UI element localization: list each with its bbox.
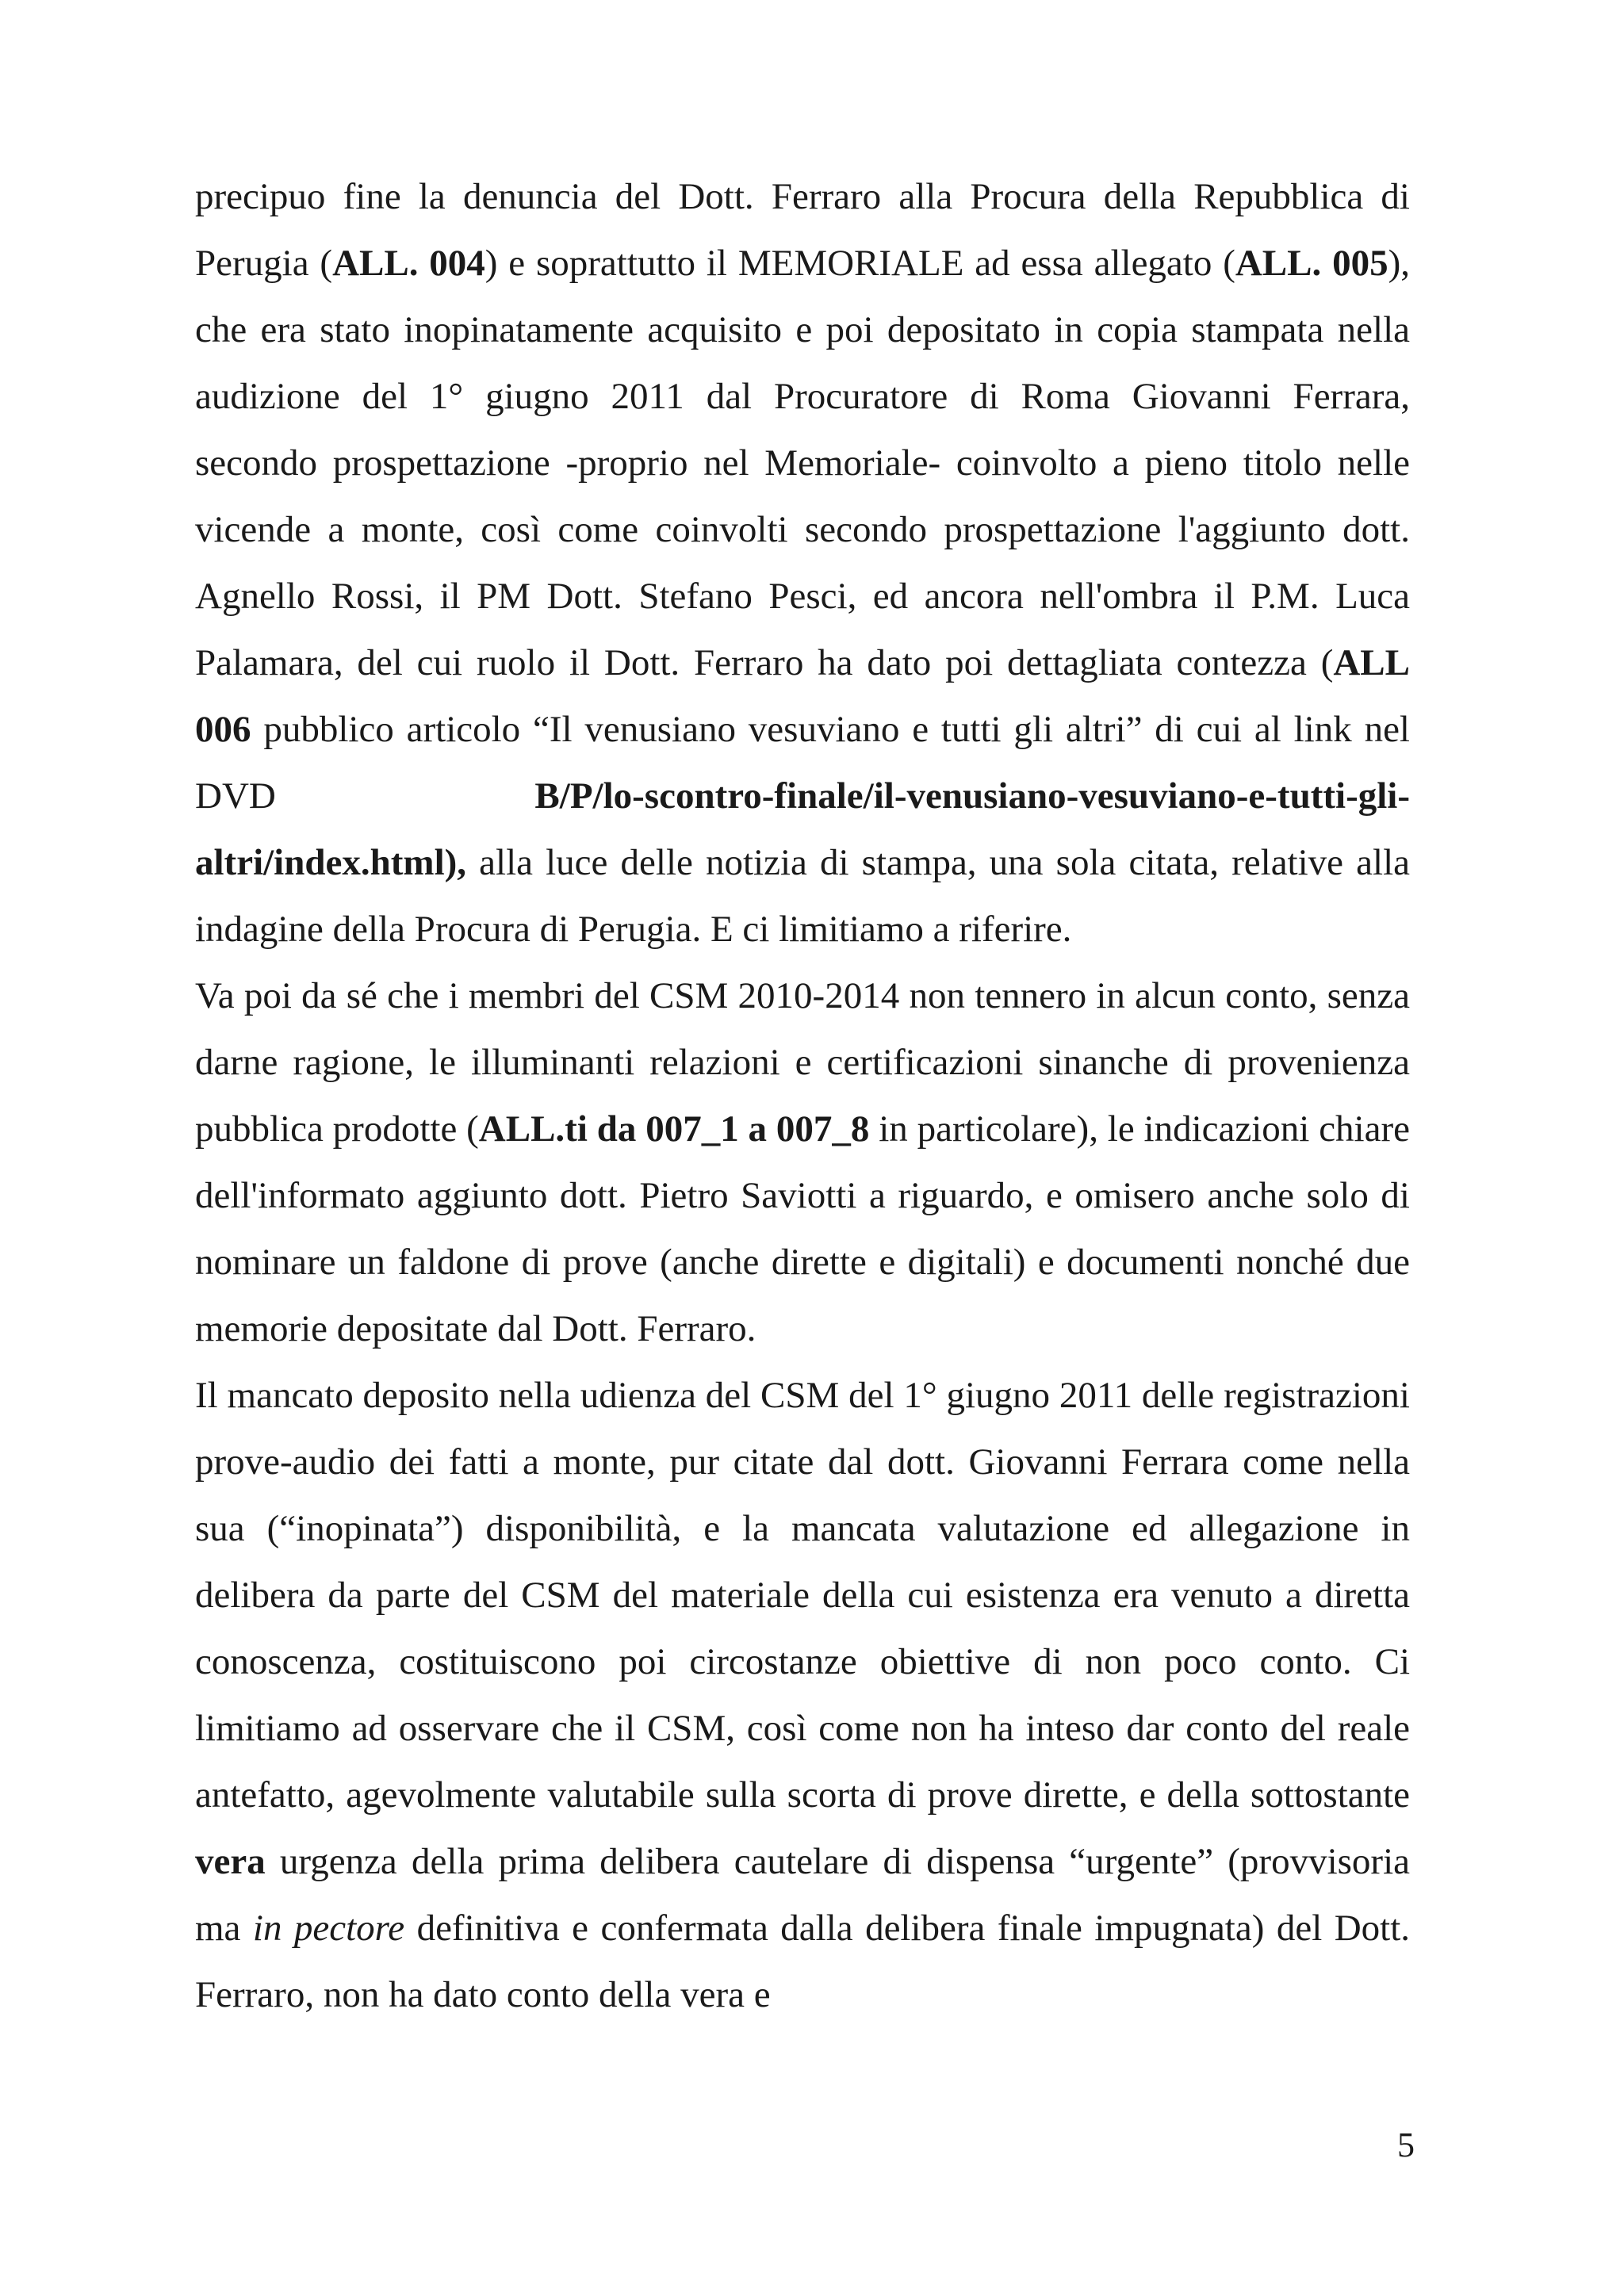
emphasis-in-pectore: in pectore	[252, 1908, 405, 1949]
document-body	[195, 163, 1410, 2028]
attachment-ref-007: ALL.ti da 007_1 a 007_8	[478, 1108, 870, 1150]
paragraph-2	[195, 962, 1410, 1362]
text-segment: in particolare), le indicazioni chiare dell'informato aggiunto dott. Pietro Saviotti a riguardo, e omisero anche solo di nominare un faldone di prove (anche dirette e digitali) e documenti nonché due memorie depositate dal Dott. Ferraro.	[195, 1108, 1410, 1349]
attachment-ref-004: ALL. 004	[332, 243, 485, 284]
attachment-ref-006: ALL 006	[195, 642, 1410, 750]
paragraph-3	[195, 1362, 1410, 2028]
page-number: 5	[1397, 2126, 1415, 2164]
attachment-ref-005: ALL. 005	[1235, 243, 1388, 284]
text-segment: Il mancato deposito nella udienza del CSM del 1° giugno 2011 delle registrazioni prove-audio dei fatti a monte, pur citate dal dott. Giovanni Ferrara come nella sua (“inopinata”) disponibilità, e la mancata valutazione ed allegazione in delibera da parte del CSM del materiale della cui esistenza era venuto a diretta conoscenza, costituiscono poi circostanze obiettive di non poco conto. Ci limitiamo ad osservare che il CSM, così come non ha inteso dar conto del reale antefatto, agevolmente valutabile sulla scorta di prove dirette, e della sottostante	[195, 1375, 1410, 1816]
text-segment: urgenza della prima delibera cautelare di dispensa “urgente” (provvisoria ma	[195, 1841, 1410, 1949]
text-segment: ), che era stato inopinatamente acquisito e poi depositato in copia stampata nella audizione del 1° giugno 2011 dal Procuratore di Roma Giovanni Ferrara, secondo prospettazione -proprio nel Memoriale- coinvolto a pieno titolo nelle vicende a monte, così come coinvolti secondo prospettazione l'aggiunto dott. Agnello Rossi, il PM Dott. Stefano Pesci, ed ancora nell'ombra il P.M. Luca Palamara, del cui ruolo il Dott. Ferraro ha dato poi dettagliata contezza (	[195, 243, 1410, 683]
text-segment: ) e soprattutto il MEMORIALE ad essa allegato (	[485, 243, 1235, 284]
emphasis-vera: vera	[195, 1841, 266, 1882]
dvd-link-path: B/P/lo-scontro-finale/il-venusiano-vesuviano-e-tutti-gli-altri/index.html),	[195, 775, 1410, 883]
paragraph-1	[195, 163, 1410, 962]
text-segment: pubblico articolo “Il venusiano vesuviano e tutti gli altri” di cui al link nel DVD	[195, 709, 1410, 817]
text-segment: precipuo fine la denuncia del Dott. Ferraro alla Procura della Repubblica di Perugia (	[195, 176, 1410, 284]
text-segment: alla luce delle notizia di stampa, una sola citata, relative alla indagine della Procura di Perugia. E ci limitiamo a riferire.	[195, 842, 1410, 950]
text-segment: Va poi da sé che i membri del CSM 2010-2014 non tennero in alcun conto, senza darne ragione, le illuminanti relazioni e certificazioni sinanche di provenienza pubblica prodotte (	[195, 975, 1410, 1150]
text-segment: definitiva e confermata dalla delibera finale impugnata) del Dott. Ferraro, non ha dato conto della vera e	[195, 1908, 1411, 2015]
